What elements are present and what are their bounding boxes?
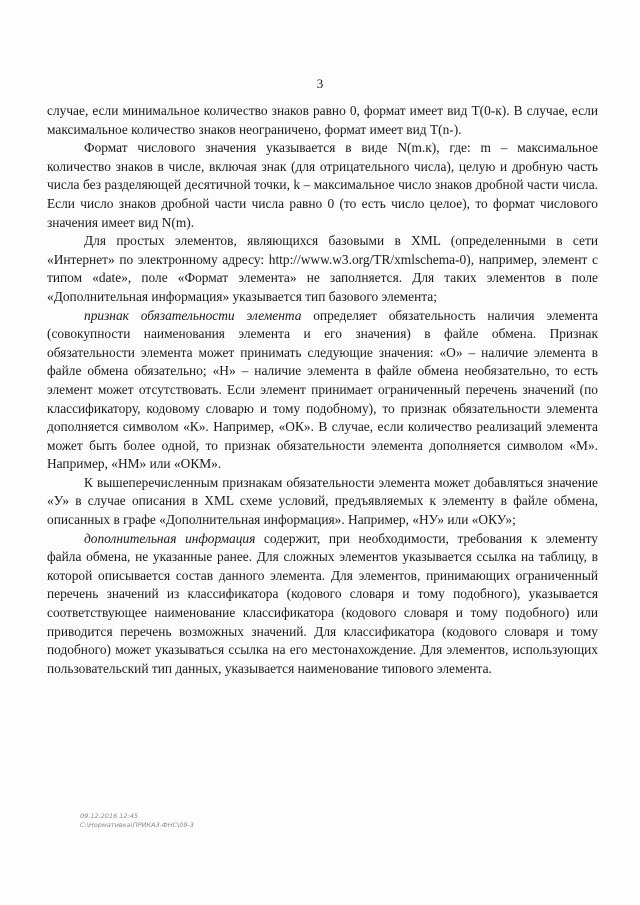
- paragraph-text: Для простых элементов, являющихся базовыми в XML (определенными в сети «Интернет» по электронному адресу: http://www.w3.org/TR/xmlschema-0), например, элемент с типом «date», поле «Формат элемента» не заполняется. Для таких элементов в поле «Дополнительная информация» указывается тип базового элемента;: [47, 233, 598, 304]
- term-additional-info: дополнительная информация: [84, 530, 256, 546]
- paragraph-text: содержит, при необходимости, требования к элементу файла обмена, не указанные ранее. Для сложных элементов указывается ссылка на таблицу, в которой описывается состав данного элемента. Для элементов, принимающих ограниченный перечень значений из классификатора (кодового словаря и тому подобного), указывается соответствующее наименование классификатора (кодового словаря и тому подобного) или приводится перечень возможных значений. Для классификатора (кодового словаря и тому подобного) может указываться ссылка на его местонахождение. Для элементов, использующих пользовательский тип данных, указывается наименование типового элемента.: [47, 530, 598, 676]
- term-mandatory-flag: признак обязательности элемента: [84, 307, 302, 323]
- paragraph-text: случае, если минимальное количество знаков равно 0, формат имеет вид T(0-к). В случае, если максимальное количество знаков неограничено, формат имеет вид T(n-).: [47, 103, 598, 137]
- paragraph-text: определяет обязательность наличия элемента (совокупности наименования элемента и его значения) в файле обмена. Признак обязательности элемента может принимать следующие значения: «О» – наличие элемента в файле обмена обязательно; «Н» – наличие элемента в файле обмена необязательно, то есть элемент может отсутствовать. Если элемент принимает ограниченный перечень значений (по классификатору, кодовому словарю и тому подобному), то признак обязательности элемента дополняется символом «К». Например, «ОК». В случае, если количество реализаций элемента может быть более одной, то признак обязательности элемента дополняется символом «М». Например, «НМ» или «ОКМ».: [47, 307, 598, 472]
- paragraph-text: К вышеперечисленным признакам обязательности элемента может добавляться значение «У» в случае описания в XML схеме условий, предъявляемых к элементу в файле обмена, описанных в графе «Дополнительная информация». Например, «НУ» или «ОКУ»;: [47, 474, 598, 528]
- paragraph-conditional-flag: [47, 474, 598, 530]
- print-stamp-path: С:\Нормативка\ПРИКАЗ-ФНС\09-3: [80, 821, 194, 829]
- page-number: 3: [316, 76, 324, 91]
- paragraph-mandatory-flag: [47, 307, 598, 474]
- document-body: [47, 102, 598, 678]
- print-stamp: [80, 812, 194, 830]
- paragraph-text: Формат числового значения указывается в виде N(m.к), где: m – максимальное количество знаков в числе, включая знак (для отрицательного числа), целую и дробную часть числа без разделяющей десятичной точки, k – максимальное число знаков дробной части числа. Если число знаков дробной части числа равно 0 (то есть число целое), то формат числового значения имеет вид N(m).: [47, 140, 598, 230]
- print-stamp-date: 09.12.2016 12:45: [80, 812, 139, 820]
- paragraph-text-format-continuation: [47, 102, 598, 139]
- paragraph-additional-info: [47, 530, 598, 679]
- paragraph-simple-elements: [47, 232, 598, 306]
- paragraph-numeric-format: [47, 139, 598, 232]
